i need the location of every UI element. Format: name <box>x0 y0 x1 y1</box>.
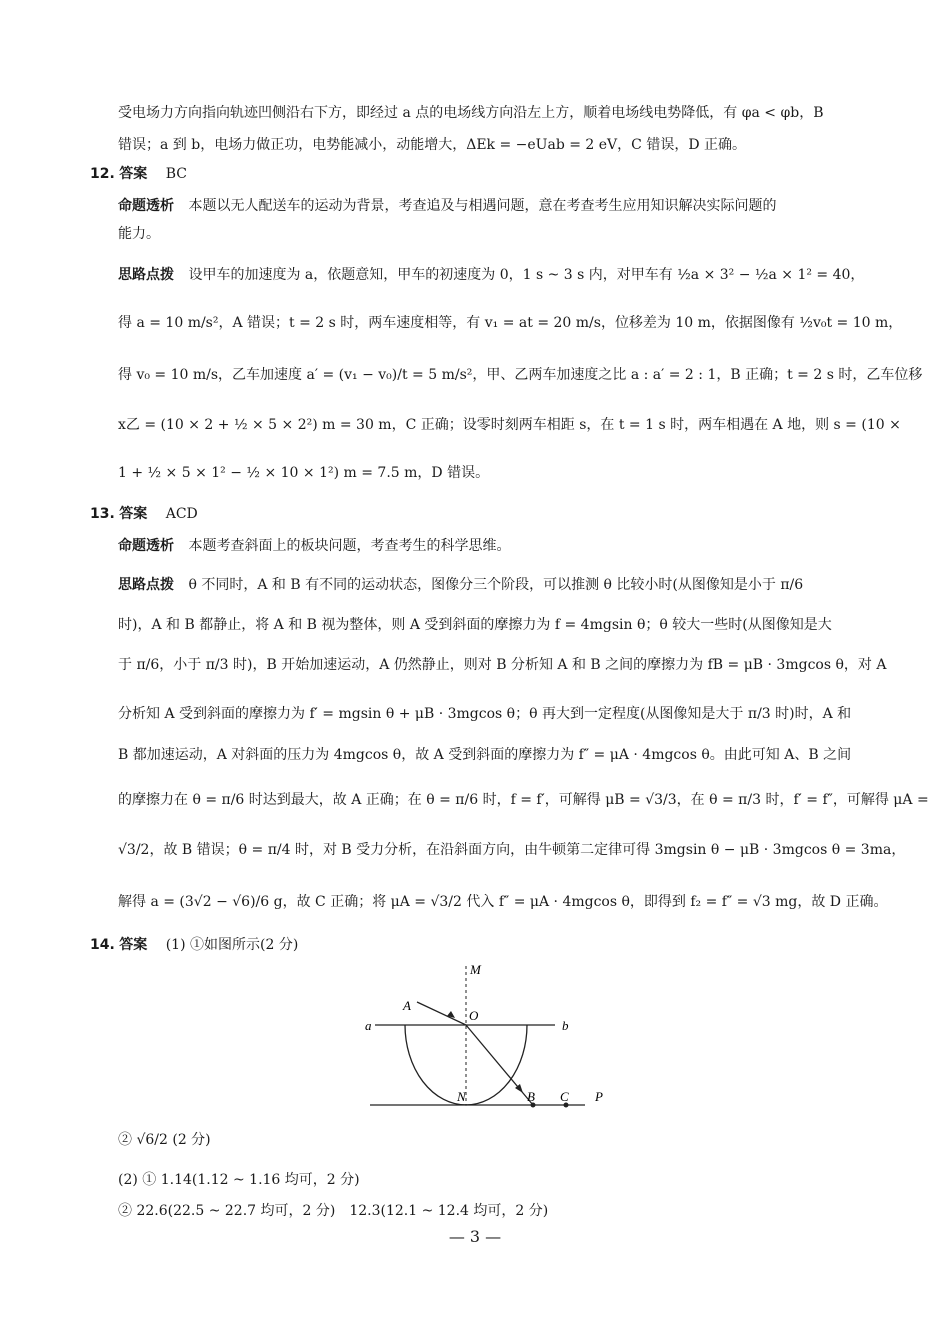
solution-line <box>118 575 803 595</box>
label-o: O <box>469 1008 479 1023</box>
text-line: 于 π/6，小于 π/3 时)，B 开始加速运动，A 仍然静止，则对 B 分析知 A 和 B 之间的摩擦力为 fB = μB · 3mgcos θ，对 A <box>118 657 887 673</box>
answer-value: BC <box>165 166 187 182</box>
text-line: 得 v₀ = 10 m/s，乙车加速度 a′ = (v₁ − v₀)/t = 5 m/s²，甲、乙两车加速度之比 a : a′ = 2 : 1，B 正确；t = 2 s 时，乙车位移 <box>118 367 923 383</box>
analysis-text: 本题以无人配送车的运动为背景，考查追及与相遇问题，意在考查考生应用知识解决实际问题的 <box>188 198 777 214</box>
solution-line <box>118 265 864 285</box>
answer-tag: 答案 <box>119 937 148 953</box>
label-b-point: B <box>527 1089 535 1104</box>
question-number: 13. <box>90 506 115 522</box>
incident-ray <box>417 1002 466 1025</box>
text-line: 得 a = 10 m/s²，A 错误；t = 2 s 时，两车速度相等，有 v₁ = at = 20 m/s，位移差为 10 m，依据图像有 ½v₀t = 10 m， <box>118 315 903 331</box>
page-number: — 3 — <box>448 1227 502 1246</box>
analysis-tag: 命题透析 <box>118 198 174 214</box>
label-m: M <box>470 962 481 977</box>
question-12-header <box>90 164 187 184</box>
text-line: 错误；a 到 b，电场力做正功，电势能减小，动能增大，ΔEk = −eUab = 2 eV，C 错误，D 正确。 <box>118 137 746 153</box>
analysis-tag: 命题透析 <box>118 538 174 554</box>
question-number: 12. <box>90 166 115 182</box>
text-line: ② 22.6(22.5 ~ 22.7 均可，2 分) 12.3(12.1 ~ 12.4 均可，2 分) <box>118 1203 549 1219</box>
text-line: B 都加速运动，A 对斜面的压力为 4mgcos θ，故 A 受到斜面的摩擦力为 f″ = μA · 4mgcos θ。由此可知 A、B 之间 <box>118 747 852 763</box>
text-line: 解得 a = (3√2 − √6)/6 g，故 C 正确；将 μA = √3/2 代入 f″ = μA · 4mgcos θ，即得到 f₂ = f″ = √3 mg，故 D 正确。 <box>118 894 888 910</box>
analysis-text: 本题考查斜面上的板块问题，考查考生的科学思维。 <box>188 538 511 554</box>
text-line: (2) ① 1.14(1.12 ~ 1.16 均可，2 分) <box>118 1172 360 1188</box>
refracted-ray <box>466 1025 533 1105</box>
text-line: 能力。 <box>118 226 160 242</box>
label-p: P <box>595 1089 603 1104</box>
analysis-line <box>118 536 510 556</box>
answer-tag: 答案 <box>119 166 148 182</box>
analysis-line <box>118 196 776 216</box>
refraction-diagram <box>355 958 620 1108</box>
text-line: 1 + ½ × 5 × 1² − ½ × 10 × 1²) m = 7.5 m，D 错误。 <box>118 465 490 481</box>
text-line: ② √6/2 (2 分) <box>118 1132 211 1148</box>
text-line: 受电场力方向指向轨迹凹侧沿右下方，即经过 a 点的电场线方向沿左上方，顺着电场线电势降低，有 φa < φb，B <box>118 105 824 121</box>
text-line: 时)，A 和 B 都静止，将 A 和 B 视为整体，则 A 受到斜面的摩擦力为 f = 4mgsin θ；θ 较大一些时(从图像知是大 <box>118 617 832 633</box>
label-a-point: A <box>403 998 411 1013</box>
question-number: 14. <box>90 937 115 953</box>
label-a: a <box>365 1018 372 1033</box>
solution-text: θ 不同时，A 和 B 有不同的运动状态，图像分三个阶段，可以推测 θ 比较小时(从图像知是小于 π/6 <box>188 577 804 593</box>
answer-tag: 答案 <box>119 506 148 522</box>
label-b: b <box>562 1018 569 1033</box>
solution-tag: 思路点拨 <box>118 577 174 593</box>
solution-text: 设甲车的加速度为 a，依题意知，甲车的初速度为 0，1 s ~ 3 s 内，对甲车有 ½a × 3² − ½a × 1² = 40， <box>188 267 865 283</box>
label-c: C <box>560 1089 569 1104</box>
question-14-header <box>90 935 298 955</box>
answer-value: ACD <box>165 506 198 522</box>
text-line: 分析知 A 受到斜面的摩擦力为 f′ = mgsin θ + μB · 3mgcos θ；θ 再大到一定程度(从图像知是大于 π/3 时)时，A 和 <box>118 706 852 722</box>
text-line: 的摩擦力在 θ = π/6 时达到最大，故 A 正确；在 θ = π/6 时，f = f′，可解得 μB = √3/3，在 θ = π/3 时，f′ = f″，可解得 μA = <box>118 792 929 808</box>
solution-tag: 思路点拨 <box>118 267 174 283</box>
text-line: √3/2，故 B 错误；θ = π/4 时，对 B 受力分析，在沿斜面方向，由牛顿第二定律可得 3mgsin θ − μB · 3mgcos θ = 3ma， <box>118 842 906 858</box>
question-13-header <box>90 504 198 524</box>
text-line: x乙 = (10 × 2 + ½ × 5 × 2²) m = 30 m，C 正确；设零时刻两车相距 s，在 t = 1 s 时，两车相遇在 A 地，则 s = (10 × <box>118 417 901 433</box>
label-n: N <box>457 1089 466 1104</box>
answer-value: (1) ①如图所示(2 分) <box>165 937 299 953</box>
